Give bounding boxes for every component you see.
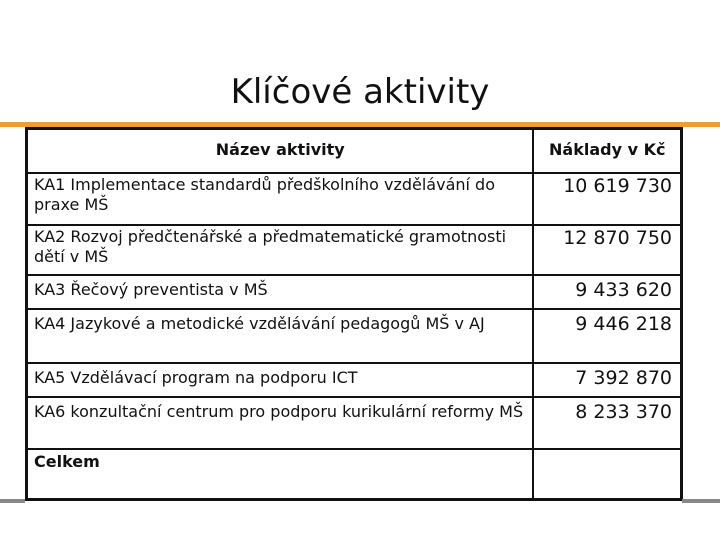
table-row [27, 173, 682, 225]
activities-table [25, 127, 683, 501]
activity-cost: 12 870 750 [533, 225, 681, 275]
activity-cost: 9 433 620 [533, 275, 681, 309]
header-cost: Náklady v Kč [533, 129, 681, 173]
activity-name: KA6 konzultační centrum pro podporu kurikulární reformy MŠ [27, 397, 534, 449]
total-label: Celkem [27, 449, 534, 500]
activity-name: KA2 Rozvoj předčtenářské a předmatematické gramotnosti dětí v MŠ [27, 225, 534, 275]
activity-name: KA5 Vzdělávací program na podporu ICT [27, 363, 534, 397]
table-row [27, 397, 682, 449]
table-row [27, 309, 682, 363]
activity-name: KA4 Jazykové a metodické vzdělávání pedagogů MŠ v AJ [27, 309, 534, 363]
header-activity-name: Název aktivity [27, 129, 534, 173]
table-total-row [27, 449, 682, 500]
activity-name: KA3 Řečový preventista v MŠ [27, 275, 534, 309]
table-header-row [27, 129, 682, 173]
activity-cost: 10 619 730 [533, 173, 681, 225]
table-row [27, 363, 682, 397]
footer-rule-left [0, 499, 25, 503]
table-row [27, 225, 682, 275]
activity-cost: 9 446 218 [533, 309, 681, 363]
footer-rule-right [682, 499, 720, 503]
activity-cost: 8 233 370 [533, 397, 681, 449]
slide-title: Klíčové aktivity [230, 72, 490, 112]
table-row [27, 275, 682, 309]
activity-cost: 7 392 870 [533, 363, 681, 397]
activity-name: KA1 Implementace standardů předškolního vzdělávání do praxe MŠ [27, 173, 534, 225]
total-value [533, 449, 681, 500]
